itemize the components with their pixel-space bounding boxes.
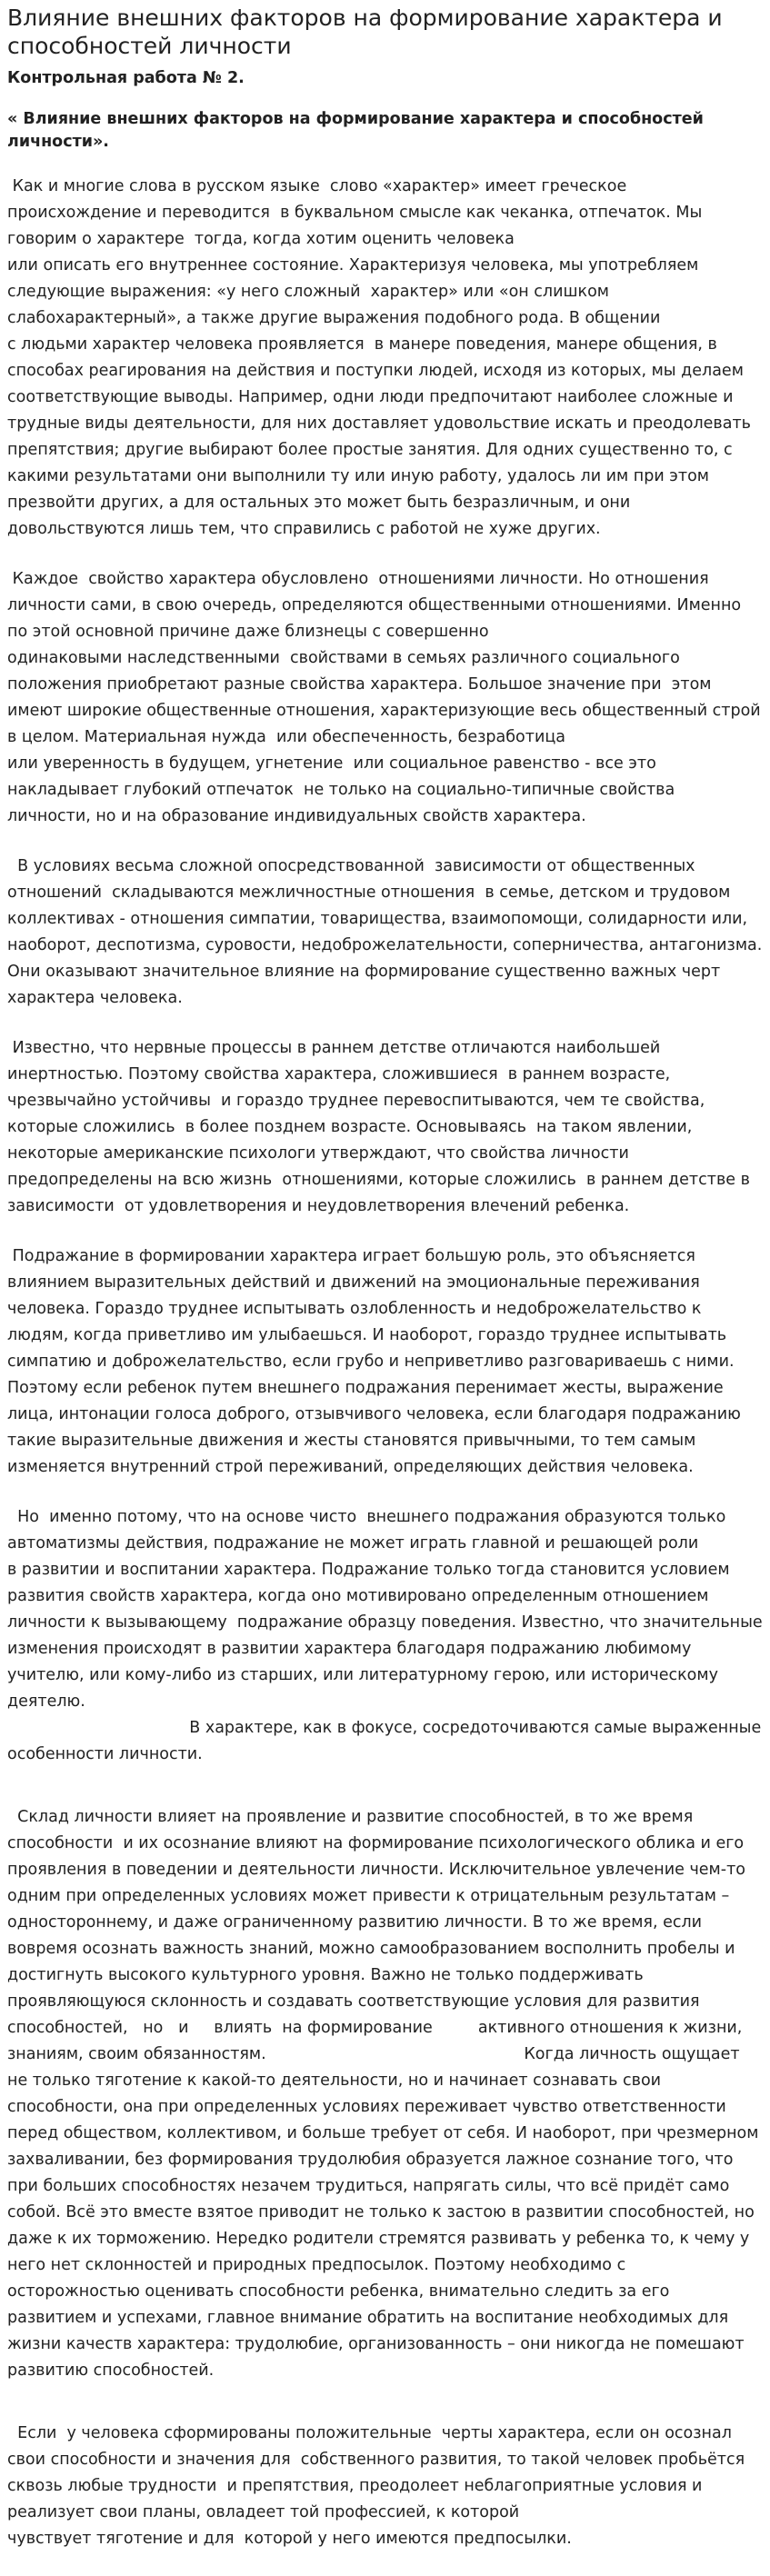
document-subtitle: Контрольная работа № 2.: [7, 69, 245, 87]
spacer: [7, 1792, 763, 1804]
spacer: [7, 2408, 763, 2421]
paragraph-3: В условиях весьма сложной опосредствованной зависимости от общественных отношений складываются межличностные отношения в семье, детском и трудовом коллективах - отношения симпатии, товарищества, взаимопомощи, солидарности или, наоборот, деспотизма, суровости, недоброжелательности, соперничества, антагонизма. Они оказывают значительное влияние на формирование существенно важных черт характера человека.: [7, 857, 767, 1007]
paragraph-8: Если у человека сформированы положительные черты характера, если он осознал свои способности и значения для собственного развития, то такой человек пробьётся сквозь любые трудности и препятствия, преодолеет неблагоприятные условия и реализует свои планы, овладеет той профессией, к которой чувствует тяготение и для которой у него имеются предпосылки.: [7, 2424, 745, 2548]
paragraph-7: Склад личности влияет на проявление и развитие способностей, в то же время способности и их осознание влияют на формирование психологического облика и его проявления в поведении и деятельности личности. Исключительное увлечение чем-то одним при определенных условиях может привести к отрицательным результатам – одностороннему, и даже ограниченному развитию личности. В то же время, если вовремя осознать важность знаний, можно самообразованием восполнить пробелы и достигнуть высокого культурного уровня. Важно не только поддерживать проявляющуюся склонность и создавать соответствующие условия для развития способностей, но и влиять на формирование активного отношения к жизни, знаниям, своим обязанностям. Когда личность ощущает не только тяготение к какой-то деятельности, но и начинает сознавать свои способности, она при определенных условиях переживает чувство ответственности перед обществом, коллективом, и больше требует от себя. И наоборот, при чрезмерном захваливании, без формирования трудолюбия образуется лажное сознание того, что при больших способностях незачем трудиться, напрягать силы, что всё придёт само собой. Всё это вместе взятое приводит не только к застою в развитии способностей, но даже к их торможению. Нередко родители стремятся развивать у ребенка то, к чему у него нет склонностей и природных предпосылок. Поэтому необходимо с осторожностью оценивать способности ребенка, внимательно следить за его развитием и успехами, главное внимание обратить на воспитание необходимых для жизни качеств характера: трудолюбие, организованность – они никогда не помешают развитию способностей.: [7, 1808, 765, 2380]
paragraph-4: Известно, что нервные процессы в раннем детстве отличаются наибольшей инертностью. Поэтому свойства характера, сложившиеся в раннем возрасте, чрезвычайно устойчивы и гораздо труднее перевоспитываются, чем те свойства, которые сложились в более позднем возрасте. Основываясь на таком явлении, некоторые американские психологи утверждают, что свойства личности предопределены на всю жизнь отношениями, которые сложились в раннем детстве в зависимости от удовлетворения и неудовлетворения влечений ребенка.: [7, 1039, 755, 1215]
document-title: Влияние внешних факторов на формирование характера и способностей личности: [7, 5, 723, 59]
paragraph-2: Каждое свойство характера обусловлено отношениями личности. Но отношения личности сами, в свою очередь, определяются общественными отношениями. Именно по этой основной причине даже близнецы с совершенно одинаковыми наследственными свойствами в семьях различного социального положения приобретают разные свойства характера. Большое значение при этом имеют широкие общественные отношения, характеризующие весь общественный строй в целом. Материальная нужда или обеспеченность, безработица или уверенность в будущем, угнетение или социальное равенство - все это накладывает глубокий отпечаток не только на социально-типичные свойства личности, но и на образование индивидуальных свойств характера.: [7, 570, 761, 825]
document-topic: « Влияние внешних факторов на формирование характера и способностей личности».: [7, 110, 704, 151]
paragraph-5: Подражание в формировании характера играет большую роль, это объясняется влиянием выразительных действий и движений на эмоциональные переживания человека. Гораздо труднее испытывать озлобленность и недоброжелательство к людям, когда приветливо им улыбаешься. И наоборот, гораздо труднее испытывать симпатию и доброжелательство, если грубо и неприветливо разговариваешь с ними. Поэтому если ребенок путем внешнего подражания перенимает жесты, выражение лица, интонации голоса доброго, отзывчивого человека, если благодаря подражанию такие выразительные движения и жесты становятся привычными, то тем самым изменяется внутренний строй переживаний, определяющих действия человека.: [7, 1247, 746, 1476]
paragraph-1: Как и многие слова в русском языке слово «характер» имеет греческое происхождение и переводится в буквальном смысле как чеканка, отпечаток. Мы говорим о характере тогда, когда хотим оценить человека или описать его внутреннее состояние. Характеризуя человека, мы употребляем следующие выражения: «у него сложный характер» или «он слишком слабохарактерный», а также другие выражения подобного рода. В общении с людьми характер человека проявляется в манере поведения, манере общения, в способах реагирования на действия и поступки людей, исходя из которых, мы делаем соответствующие выводы. Например, одни люди предпочитают наиболее сложные и трудные виды деятельности, для них доставляет удовольствие искать и преодолевать препятствия; другие выбирают более простые занятия. Для одних существенно то, с какими результатами они выполнили ту или иную работу, удалось ли им при этом презвойти других, а для остальных это может быть безразличным, и они довольствуются лишь тем, что справились с работой не хуже других.: [7, 177, 751, 538]
paragraph-6: Но именно потому, что на основе чисто внешнего подражания образуются только автоматизмы действия, подражание не может играть главной и решающей роли в развитии и воспитании характера. Подражание только тогда становится условием развития свойств характера, когда оно мотивировано определенным отношением личности к вызывающему подражание образцу поведения. Известно, что значительные изменения происходят в развитии характера благодаря подражанию любимому учителю, или кому-либо из старших, или литературному герою, или историческому деятелю. В характере, как в фокусе, сосредоточиваются самые выраженные особенности личности.: [7, 1508, 763, 1763]
